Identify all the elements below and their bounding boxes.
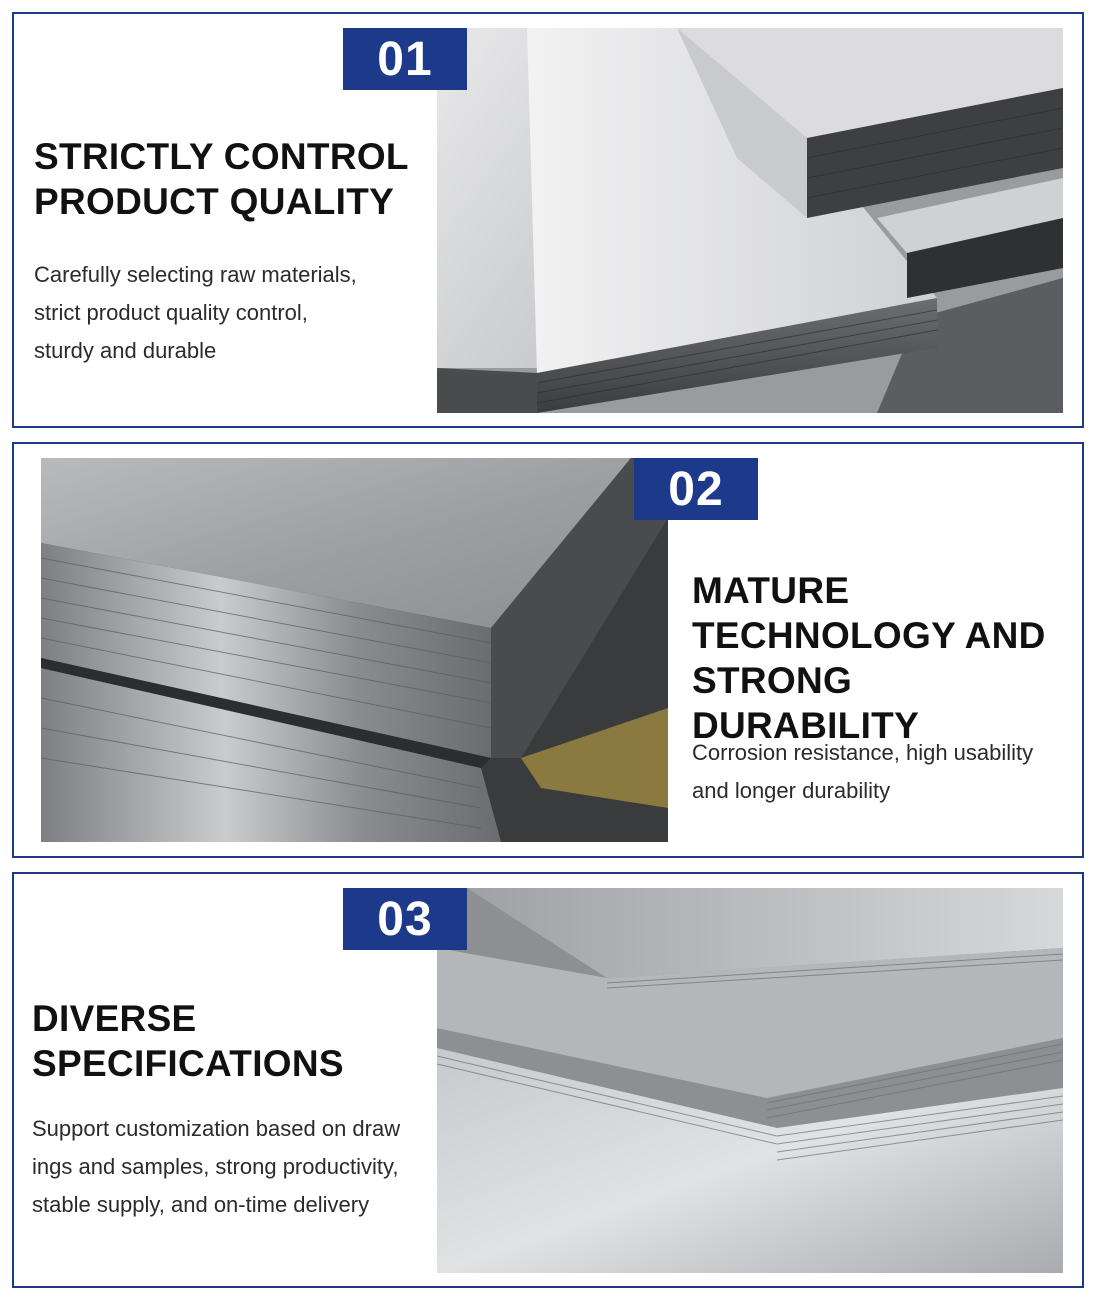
feature-number-badge: 02	[634, 458, 758, 520]
feature-panel-1	[12, 12, 1084, 428]
aluminum-plate-photo	[437, 28, 1063, 413]
feature-panel-2	[12, 442, 1084, 858]
feature-description: Corrosion resistance, high usability and longer durability	[692, 740, 1034, 803]
feature-number-badge: 03	[343, 888, 467, 950]
aluminum-plate-photo	[41, 458, 668, 842]
feature-title: STRICTLY CONTROL PRODUCT QUALITY	[34, 136, 409, 222]
feature-number-badge: 01	[343, 28, 467, 90]
feature-title: MATURE TECHNOLOGY AND STRONG DURABILITY	[692, 570, 1046, 746]
feature-title: DIVERSE SPECIFICATIONS	[32, 998, 344, 1084]
aluminum-sheet-stack-photo	[437, 888, 1063, 1273]
feature-description: Support customization based on draw ings and samples, strong productivity, stable supply, and on-time delivery	[32, 1116, 401, 1217]
feature-panel-3	[12, 872, 1084, 1288]
feature-description: Carefully selecting raw materials, strict product quality control, sturdy and durable	[34, 262, 357, 363]
